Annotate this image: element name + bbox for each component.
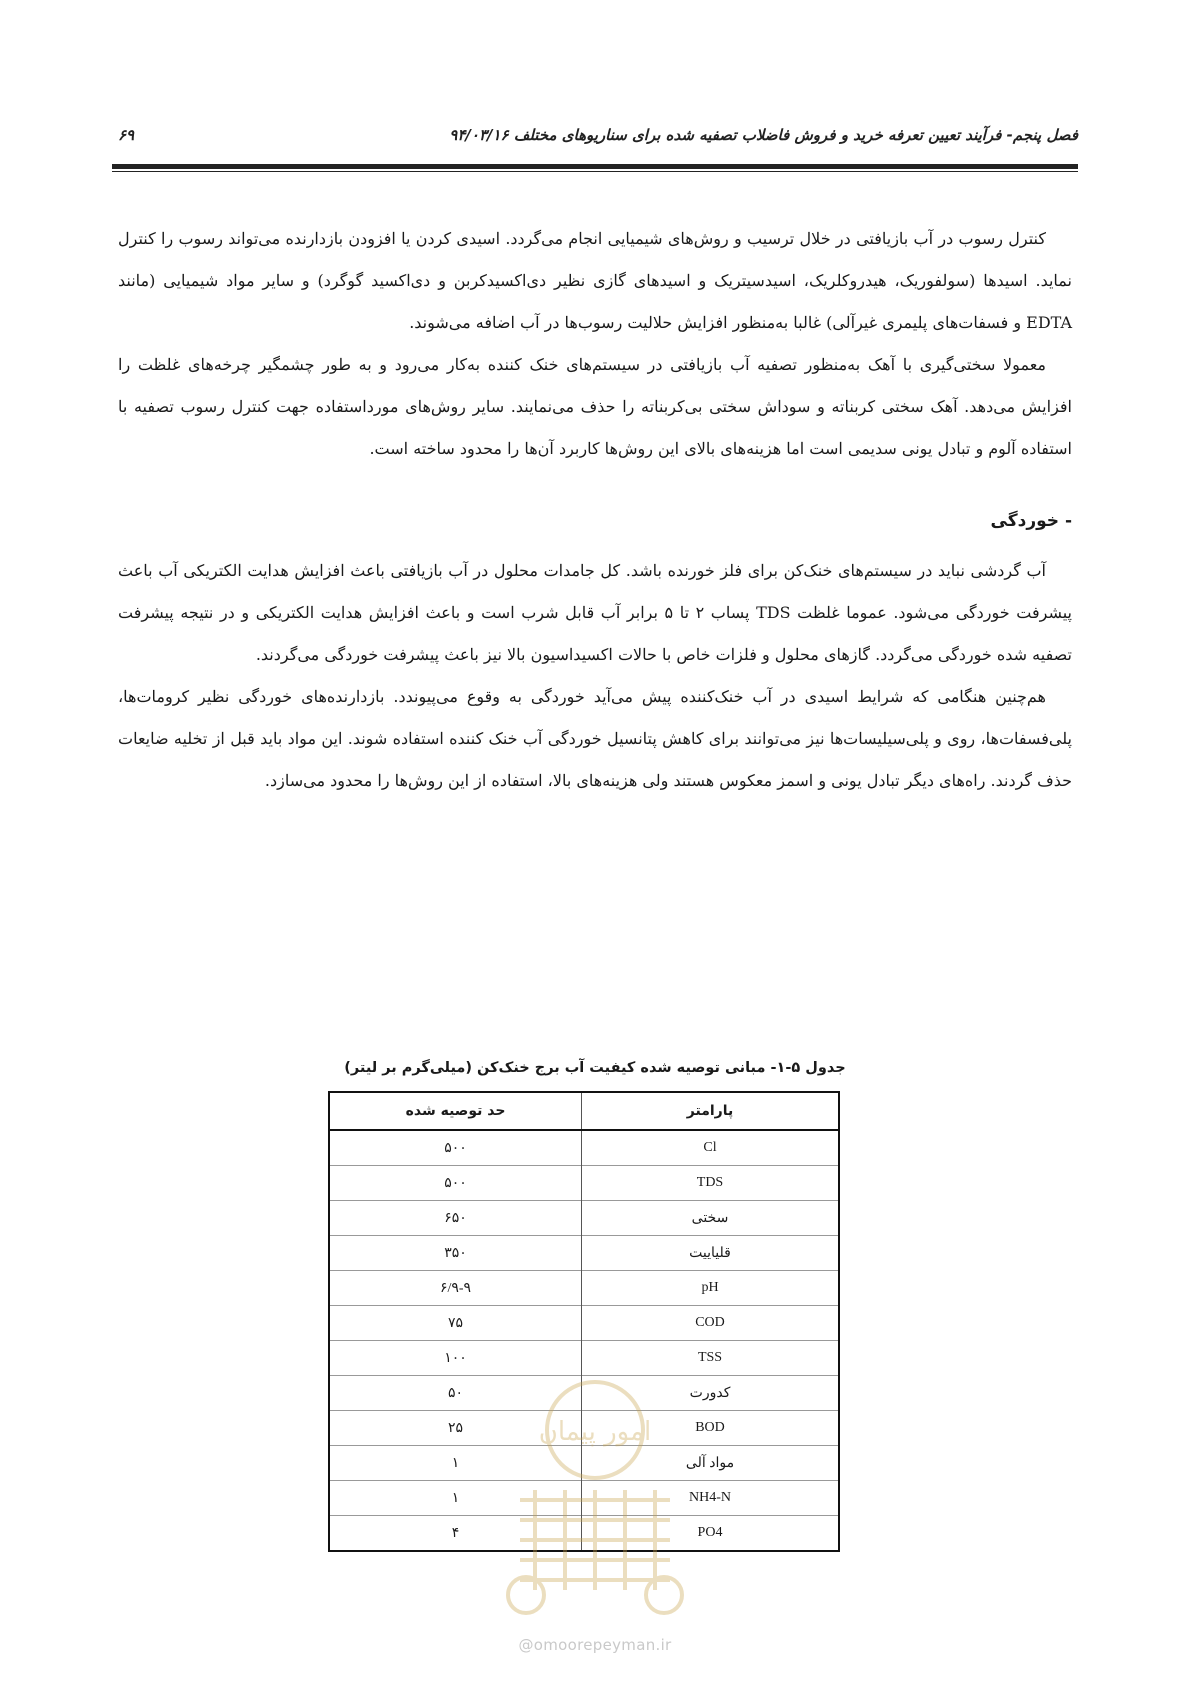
table-caption: جدول ۵-۱- مبانی توصیه شده کیفیت آب برج خنک‌کن (میلی‌گرم بر لیتر)	[344, 1060, 846, 1076]
value-cell: ۵۰	[329, 1376, 582, 1411]
param-cell: PO4	[582, 1516, 840, 1552]
param-cell: Cl	[582, 1130, 840, 1166]
water-quality-table	[328, 1091, 840, 1552]
value-cell: ۷۵	[329, 1306, 582, 1341]
param-cell: مواد آلی	[582, 1446, 840, 1481]
value-cell: ۵۰۰	[329, 1130, 582, 1166]
paragraph-scale-control: کنترل رسوب در آب بازیافتی در خلال ترسیب و روش‌های شیمیایی انجام می‌گردد. اسیدی کردن یا افزودن بازدارنده می‌تواند رسوب را کنترل نماید. اسیدها (سولفوریک، هیدروکلریک، اسیدسیتریک و اسیدهای گازی نظیر دی‌اکسیدکربن و دی‌اکسید گوگرد) و سایر مواد شیمیایی (مانند EDTA و فسفات‌های پلیمری غیرآلی) غالبا به‌منظور افزایش حلالیت رسوب‌ها در آب اضافه می‌شوند.	[118, 229, 1072, 332]
watermark-site: @omoorepeyman.ir	[518, 1636, 672, 1654]
section-heading-corrosion: - خوردگی	[990, 511, 1072, 531]
value-cell: ۳۵۰	[329, 1236, 582, 1271]
table-header-row	[329, 1092, 839, 1130]
table-row	[329, 1411, 839, 1446]
value-cell: ۴	[329, 1516, 582, 1552]
header-rule-thick	[112, 164, 1078, 169]
table-row	[329, 1446, 839, 1481]
paragraph-corrosion-inhibitors: هم‌چنین هنگامی که شرایط اسیدی در آب خنک‌کننده پیش می‌آید خوردگی به وقوع می‌پیوندد. بازدارنده‌های خوردگی نظیر کرومات‌ها، پلی‌فسفات‌ها، روی و پلی‌سیلیسات‌ها نیز می‌توانند برای کاهش پتانسیل خوردگی آب خنک کننده استفاده شوند. این مواد باید قبل از تخلیه ضایعات حذف گردند. راه‌های دیگر تبادل یونی و اسمز معکوس هستند ولی هزینه‌های بالا، استفاده از این روش‌ها را محدود می‌سازد.	[118, 687, 1072, 790]
table-row	[329, 1201, 839, 1236]
value-cell: ۲۵	[329, 1411, 582, 1446]
value-cell: ۵۰۰	[329, 1166, 582, 1201]
header-rule-thin	[112, 171, 1078, 172]
param-cell: BOD	[582, 1411, 840, 1446]
value-cell: ۱۰۰	[329, 1341, 582, 1376]
page-number: ۶۹	[118, 126, 135, 144]
param-cell: قلیاییت	[582, 1236, 840, 1271]
table-row	[329, 1306, 839, 1341]
param-cell: سختی	[582, 1201, 840, 1236]
value-cell: ۶۵۰	[329, 1201, 582, 1236]
value-cell: ۱	[329, 1446, 582, 1481]
value-cell: ۱	[329, 1481, 582, 1516]
table-row	[329, 1130, 839, 1166]
table-row	[329, 1236, 839, 1271]
body-text	[118, 218, 1072, 802]
table-row	[329, 1271, 839, 1306]
value-cell: ۶/۹-۹	[329, 1271, 582, 1306]
table-row	[329, 1481, 839, 1516]
header-parameter: پارامتر	[582, 1092, 840, 1130]
param-cell: TDS	[582, 1166, 840, 1201]
param-cell: کدورت	[582, 1376, 840, 1411]
chapter-title: فصل پنجم- فرآیند تعیین تعرفه خرید و فروش فاضلاب تصفیه شده برای سناریوهای مختلف ۹۴/۰۳/۱۶	[449, 126, 1078, 144]
seal-text: امور پیمان	[538, 1417, 652, 1447]
param-cell: NH4-N	[582, 1481, 840, 1516]
header-recommended-limit: حد توصیه شده	[329, 1092, 582, 1130]
paragraph-lime-softening: معمولا سختی‌گیری با آهک به‌منظور تصفیه آب بازیافتی در سیستم‌های خنک کننده به‌کار می‌رود و به طور چشمگیر چرخه‌های غلظت را افزایش می‌دهد. آهک سختی کربناته و سوداش سختی بی‌کربناته را حذف می‌نمایند. سایر روش‌های مورداستفاده جهت کنترل رسوب تصفیه با استفاده آلوم و تبادل یونی سدیمی است اما هزینه‌های بالای این روش‌ها کاربرد آن‌ها را محدود ساخته است.	[118, 355, 1072, 458]
param-cell: TSS	[582, 1341, 840, 1376]
table-row	[329, 1516, 839, 1552]
table-row	[329, 1376, 839, 1411]
table-row	[329, 1166, 839, 1201]
param-cell: pH	[582, 1271, 840, 1306]
paragraph-corrosion-tds: آب گردشی نباید در سیستم‌های خنک‌کن برای فلز خورنده باشد. کل جامدات محلول در آب بازیافتی باعث افزایش هدایت الکتریکی آب باعث پیشرفت خوردگی می‌شود. عموما غلظت TDS پساب ۲ تا ۵ برابر آب قابل شرب است و باعث افزایش هدایت الکتریکی و در نتیجه پیشرفت تصفیه شده خوردگی می‌گردد. گازهای محلول و فلزات خاص با حالات اکسیداسیون بالا نیز باعث پیشرفت خوردگی می‌گردند.	[118, 561, 1073, 664]
page-header	[112, 126, 1078, 160]
param-cell: COD	[582, 1306, 840, 1341]
table-row	[329, 1341, 839, 1376]
